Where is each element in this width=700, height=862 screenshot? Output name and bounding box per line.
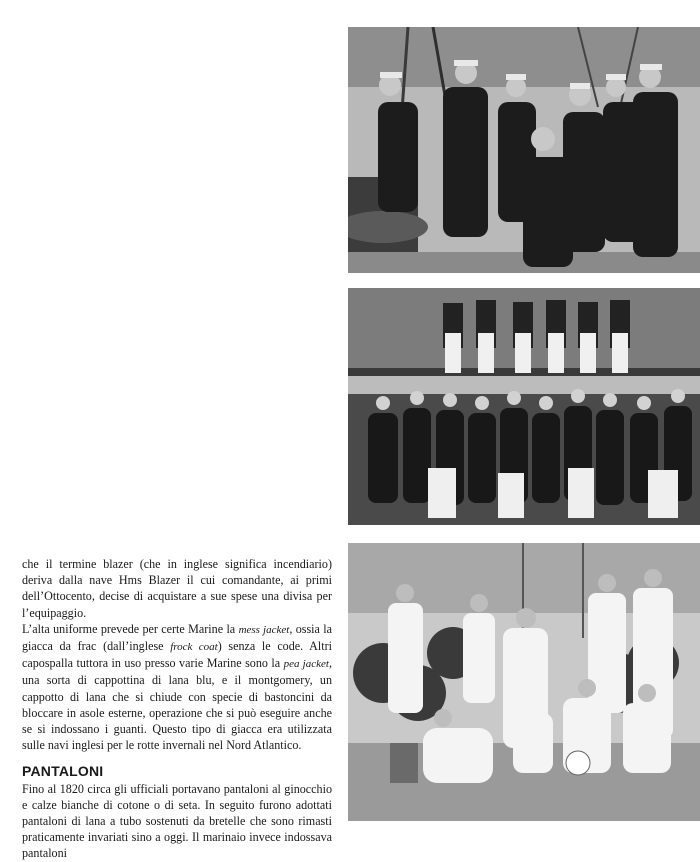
photo-crew-on-deck — [348, 288, 700, 525]
paragraph-uniform-text-3: ) senza le code. Altri capospalla tuttora in uso presso varie Marine sono la — [22, 639, 333, 671]
paragraph-uniform-text-1: L’alta uniforme prevede per certe Marine la — [22, 621, 239, 636]
paragraph-pantaloni: Fino al 1820 circa gli ufficiali portavano pantaloni al ginocchio e calze bianche di cotone o di seta. In seguito furono adottati pantaloni di lana a tubo sostenuti da bretelle che sono rimasti praticamente invariati sino a oggi. Il marinaio invece indossava pantaloni — [22, 781, 332, 861]
section-heading-pantaloni: PANTALONI — [22, 763, 104, 780]
photo-officers-white-uniforms — [348, 543, 700, 821]
photo-officers-dark-uniforms — [348, 27, 700, 273]
article-text-column — [22, 556, 332, 862]
paragraph-uniform-text-4: , una sorta di cappottina di lana blu, e il montgomery, un cappotto di lana che si chiude con specie di bastoncini da bloccare in asole esterne, operazione che si può eseguire anche se si indossano i guanti. Questo tipo di giacca era utilizzata sulle navi inglesi per le rotte invernali nel Nord Atlantico. — [22, 656, 332, 753]
paragraph-uniform — [22, 621, 332, 754]
term-mess-jacket: mess jacket — [238, 623, 290, 636]
paragraph-uniform-text-2: , ossia la giacca da frac (dall’inglese — [22, 621, 332, 654]
term-pea-jacket: pea jacket — [283, 658, 329, 671]
paragraph-blazer: che il termine blazer (che in inglese significa incendiario) deriva dalla nave Hms Blazer il cui comandante, ai primi dell’Ottocento, decise di acquistare a sue spese una divisa per l’equipaggio. — [22, 557, 332, 620]
term-frock-coat: frock coat — [170, 641, 218, 654]
